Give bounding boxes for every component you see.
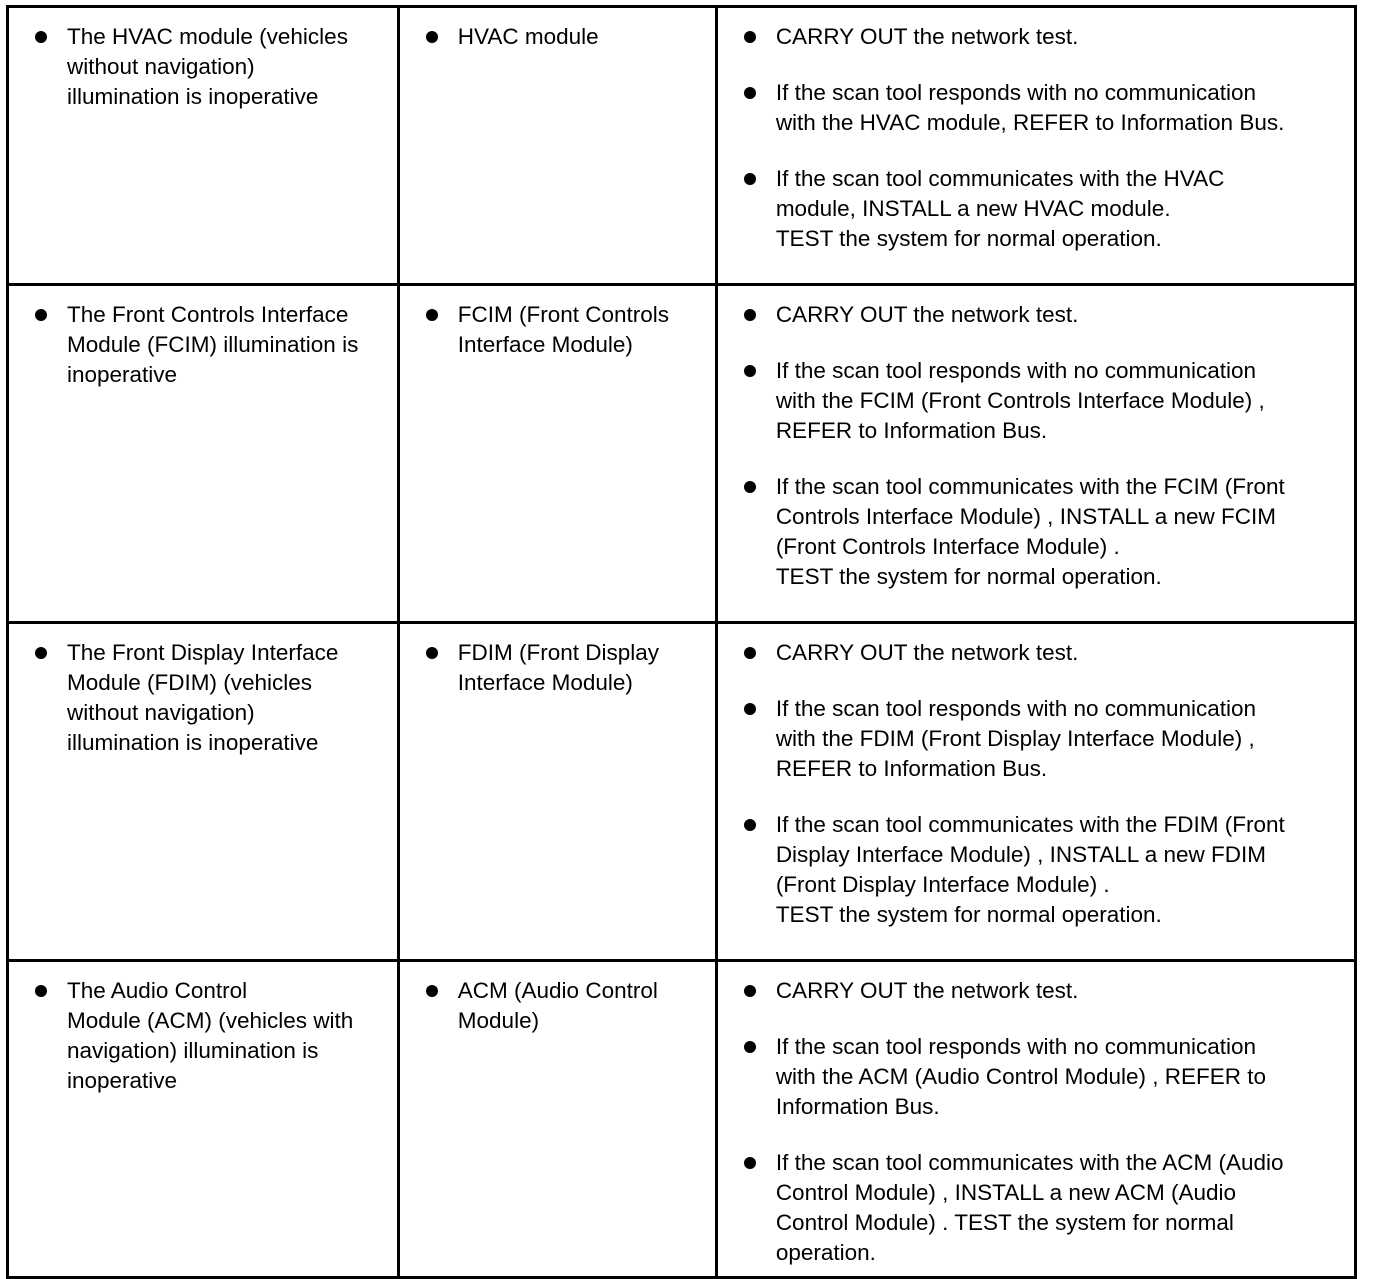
- action-cell: [716, 285, 1355, 623]
- condition-cell: [8, 7, 399, 285]
- action-item: If the scan tool communicates with the FDIM (Front Display Interface Module) , INSTALL a new FDIM (Front Display Interface Module) . TEST the system for normal operation.: [736, 810, 1348, 930]
- table-row: [8, 7, 1356, 285]
- table-row: [8, 961, 1356, 1278]
- action-item: If the scan tool responds with no communication with the HVAC module, REFER to Information Bus.: [736, 78, 1348, 138]
- action-item: If the scan tool communicates with the FCIM (Front Controls Interface Module) , INSTALL a new FCIM (Front Controls Interface Module) . TEST the system for normal operation.: [736, 472, 1348, 592]
- source-cell: [398, 7, 716, 285]
- source-cell: [398, 285, 716, 623]
- condition-item: The Front Controls Interface Module (FCIM) illumination is inoperative: [27, 300, 391, 390]
- table-row: [8, 285, 1356, 623]
- action-cell: [716, 961, 1355, 1278]
- action-item: CARRY OUT the network test.: [736, 22, 1348, 52]
- condition-cell: [8, 623, 399, 961]
- condition-item: The Audio Control Module (ACM) (vehicles with navigation) illumination is inoperative: [27, 976, 391, 1096]
- diagnostic-table: [6, 5, 1357, 1279]
- action-item: If the scan tool communicates with the HVAC module, INSTALL a new HVAC module. TEST the system for normal operation.: [736, 164, 1348, 254]
- table-row: [8, 623, 1356, 961]
- source-cell: [398, 623, 716, 961]
- action-item: If the scan tool responds with no communication with the ACM (Audio Control Module) , REFER to Information Bus.: [736, 1032, 1348, 1122]
- source-item: ACM (Audio Control Module): [418, 976, 709, 1036]
- source-item: FCIM (Front Controls Interface Module): [418, 300, 709, 360]
- action-item: CARRY OUT the network test.: [736, 638, 1348, 668]
- source-cell: [398, 961, 716, 1278]
- action-item: If the scan tool communicates with the ACM (Audio Control Module) , INSTALL a new ACM (Audio Control Module) . TEST the system for normal operation.: [736, 1148, 1348, 1268]
- action-cell: [716, 7, 1355, 285]
- condition-item: The HVAC module (vehicles without navigation) illumination is inoperative: [27, 22, 391, 112]
- source-item: FDIM (Front Display Interface Module): [418, 638, 709, 698]
- action-item: CARRY OUT the network test.: [736, 300, 1348, 330]
- condition-item: The Front Display Interface Module (FDIM) (vehicles without navigation) illumination is inoperative: [27, 638, 391, 758]
- action-cell: [716, 623, 1355, 961]
- condition-cell: [8, 285, 399, 623]
- source-item: HVAC module: [418, 22, 709, 52]
- action-item: If the scan tool responds with no communication with the FDIM (Front Display Interface Module) , REFER to Information Bus.: [736, 694, 1348, 784]
- action-item: CARRY OUT the network test.: [736, 976, 1348, 1006]
- condition-cell: [8, 961, 399, 1278]
- action-item: If the scan tool responds with no communication with the FCIM (Front Controls Interface Module) , REFER to Information Bus.: [736, 356, 1348, 446]
